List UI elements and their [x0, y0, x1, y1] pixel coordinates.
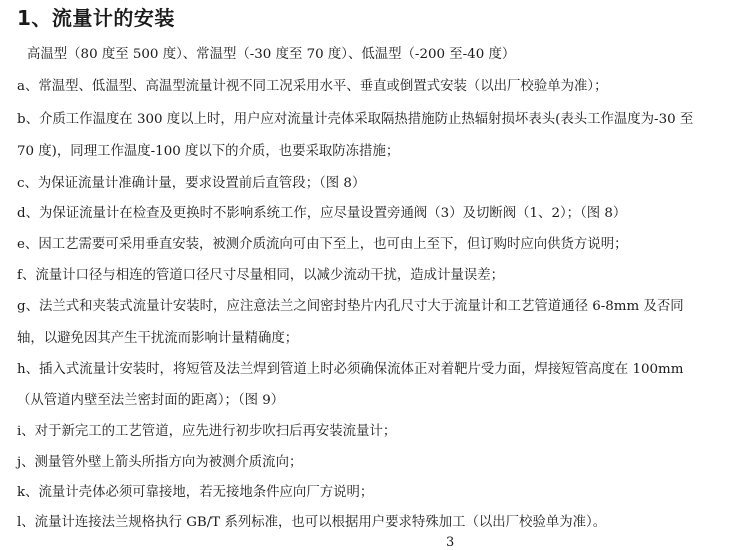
temperature-types-line: 高温型（80 度至 500 度）、常温型（-30 度至 70 度）、低温型（-200 至-40 度） — [27, 47, 516, 62]
item-h-line-2: （从管道内壁至法兰密封面的距离）；（图 9） — [17, 393, 285, 408]
item-k-line: k、流量计壳体必须可靠接地，若无接地条件应向厂方说明； — [17, 485, 374, 500]
item-l-line: l、流量计连接法兰规格执行 GB/T 系列标准，也可以根据用户要求特殊加工（以出厂校验单为准）。 — [17, 515, 607, 530]
item-i-line: i、对于新完工的工艺管道，应先进行初步吹扫后再安装流量计； — [17, 424, 397, 439]
item-c-line: c、为保证流量计准确计量，要求设置前后直管段；（图 8） — [17, 176, 366, 191]
item-f-line: f、流量计口径与相连的管道口径尺寸尽量相同，以减少流动干扰，造成计量误差； — [17, 268, 505, 283]
item-j-line: j、测量管外壁上箭头所指方向为被测介质流向； — [17, 455, 303, 470]
item-d-line: d、为保证流量计在检查及更换时不影响系统工作，应尽量设置旁通阀（3）及切断阀（1、2）；（图 8） — [17, 206, 627, 221]
section-heading: 1、流量计的安装 — [17, 6, 175, 30]
item-h-line-1: h、插入式流量计安装时，将短管及法兰焊到管道上时必须确保流体正对着靶片受力面，焊接短管高度在 100mm — [17, 362, 684, 377]
item-e-line: e、因工艺需要可采用垂直安装，被测介质流向可由下至上，也可由上至下，但订购时应向供货方说明； — [17, 237, 628, 252]
page-number: 3 — [446, 535, 455, 550]
item-g-line-1: g、法兰式和夹装式流量计安装时，应注意法兰之间密封垫片内孔尺寸大于流量计和工艺管道通径 6-8mm 及否同 — [17, 299, 684, 314]
item-a-line: a、常温型、低温型、高温型流量计视不同工况采用水平、垂直或倒置式安装（以出厂校验单为准）； — [17, 79, 608, 94]
item-g-line-2: 轴，以避免因其产生干扰流而影响计量精确度； — [17, 331, 299, 346]
item-b-line-1: b、介质工作温度在 300 度以上时，用户应对流量计壳体采取隔热措施防止热辐射损坏表头(表头工作温度为-30 至 — [17, 112, 694, 127]
item-b-line-2: 70 度)，同理工作温度-100 度以下的介质，也要采取防冻措施； — [17, 144, 400, 159]
